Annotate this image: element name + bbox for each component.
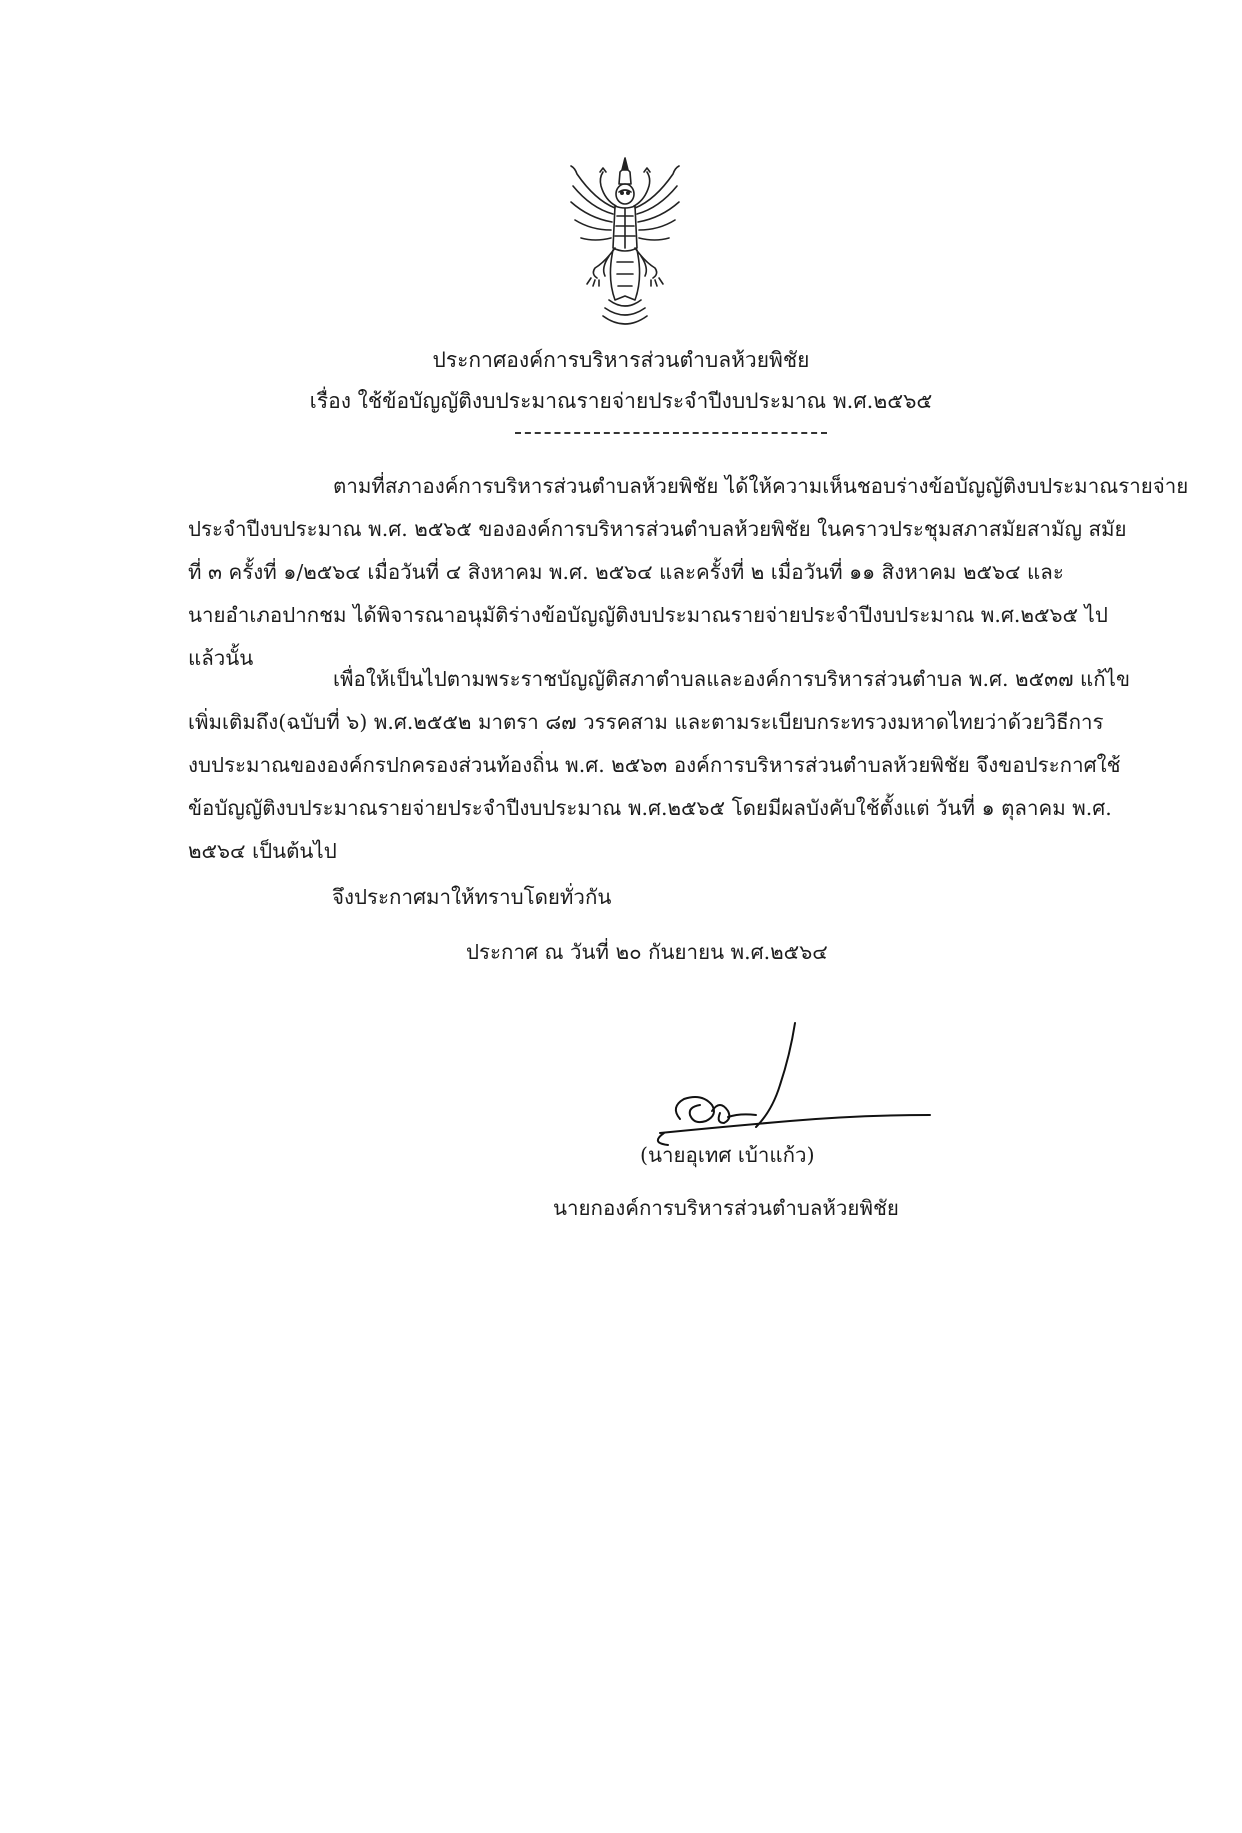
closing-statement: จึงประกาศมาให้ทราบโดยทั่วกัน xyxy=(332,885,612,909)
paragraph-line: แล้วนั้น xyxy=(188,646,254,670)
paragraph-line: ประจำปีงบประมาณ พ.ศ. ๒๕๖๕ ขององค์การบริหารส่วนตำบลห้วยพิชัย ในคราวประชุมสภาสมัยสามัญ สมัย xyxy=(188,517,1127,541)
announcement-date: ประกาศ ณ วันที่ ๒๐ กันยายน พ.ศ.๒๕๖๔ xyxy=(466,940,828,964)
paragraph-line: เพื่อให้เป็นไปตามพระราชบัญญัติสภาตำบลและองค์การบริหารส่วนตำบล พ.ศ. ๒๕๓๗ แก้ไข xyxy=(333,667,1130,691)
paragraph-line: เพิ่มเติมถึง(ฉบับที่ ๖) พ.ศ.๒๕๕๒ มาตรา ๘๗ วรรคสาม และตามระเบียบกระทรวงมหาดไทยว่าด้วยวิธีการ xyxy=(188,710,1104,734)
announcement-subject: เรื่อง ใช้ข้อบัญญัติงบประมาณรายจ่ายประจำปีงบประมาณ พ.ศ.๒๕๖๕ xyxy=(309,389,933,413)
paragraph-1 xyxy=(188,465,1189,680)
paragraph-line: งบประมาณขององค์กรปกครองส่วนท้องถิ่น พ.ศ. ๒๕๖๓ องค์การบริหารส่วนตำบลห้วยพิชัย จึงขอประกาศใช้ xyxy=(188,753,1121,777)
title-divider xyxy=(515,432,827,434)
announcement-title: ประกาศองค์การบริหารส่วนตำบลห้วยพิชัย xyxy=(432,348,810,372)
paragraph-line: ตามที่สภาองค์การบริหารส่วนตำบลห้วยพิชัย ได้ให้ความเห็นชอบร่างข้อบัญญัติงบประมาณรายจ่าย xyxy=(333,474,1189,498)
signer-name: (นายอุเทศ เบ้าแก้ว) xyxy=(640,1143,815,1167)
paragraph-2 xyxy=(188,658,1138,873)
paragraph-line: ที่ ๓ ครั้งที่ ๑/๒๕๖๔ เมื่อวันที่ ๔ สิงหาคม พ.ศ. ๒๕๖๔ และครั้งที่ ๒ เมื่อวันที่ ๑๑ สิงหาคม ๒๕๖๔ และ xyxy=(188,560,1064,584)
garuda-emblem-icon xyxy=(565,150,685,332)
paragraph-line: ๒๕๖๔ เป็นต้นไป xyxy=(188,839,337,863)
signer-position: นายกองค์การบริหารส่วนตำบลห้วยพิชัย xyxy=(553,1196,899,1220)
paragraph-line: นายอำเภอปากชม ได้พิจารณาอนุมัติร่างข้อบัญญัติงบประมาณรายจ่ายประจำปีงบประมาณ พ.ศ.๒๕๖๕ ไป xyxy=(188,603,1108,627)
paragraph-line: ข้อบัญญัติงบประมาณรายจ่ายประจำปีงบประมาณ พ.ศ.๒๕๖๕ โดยมีผลบังคับใช้ตั้งแต่ วันที่ ๑ ตุลาคม พ.ศ. xyxy=(188,796,1112,820)
